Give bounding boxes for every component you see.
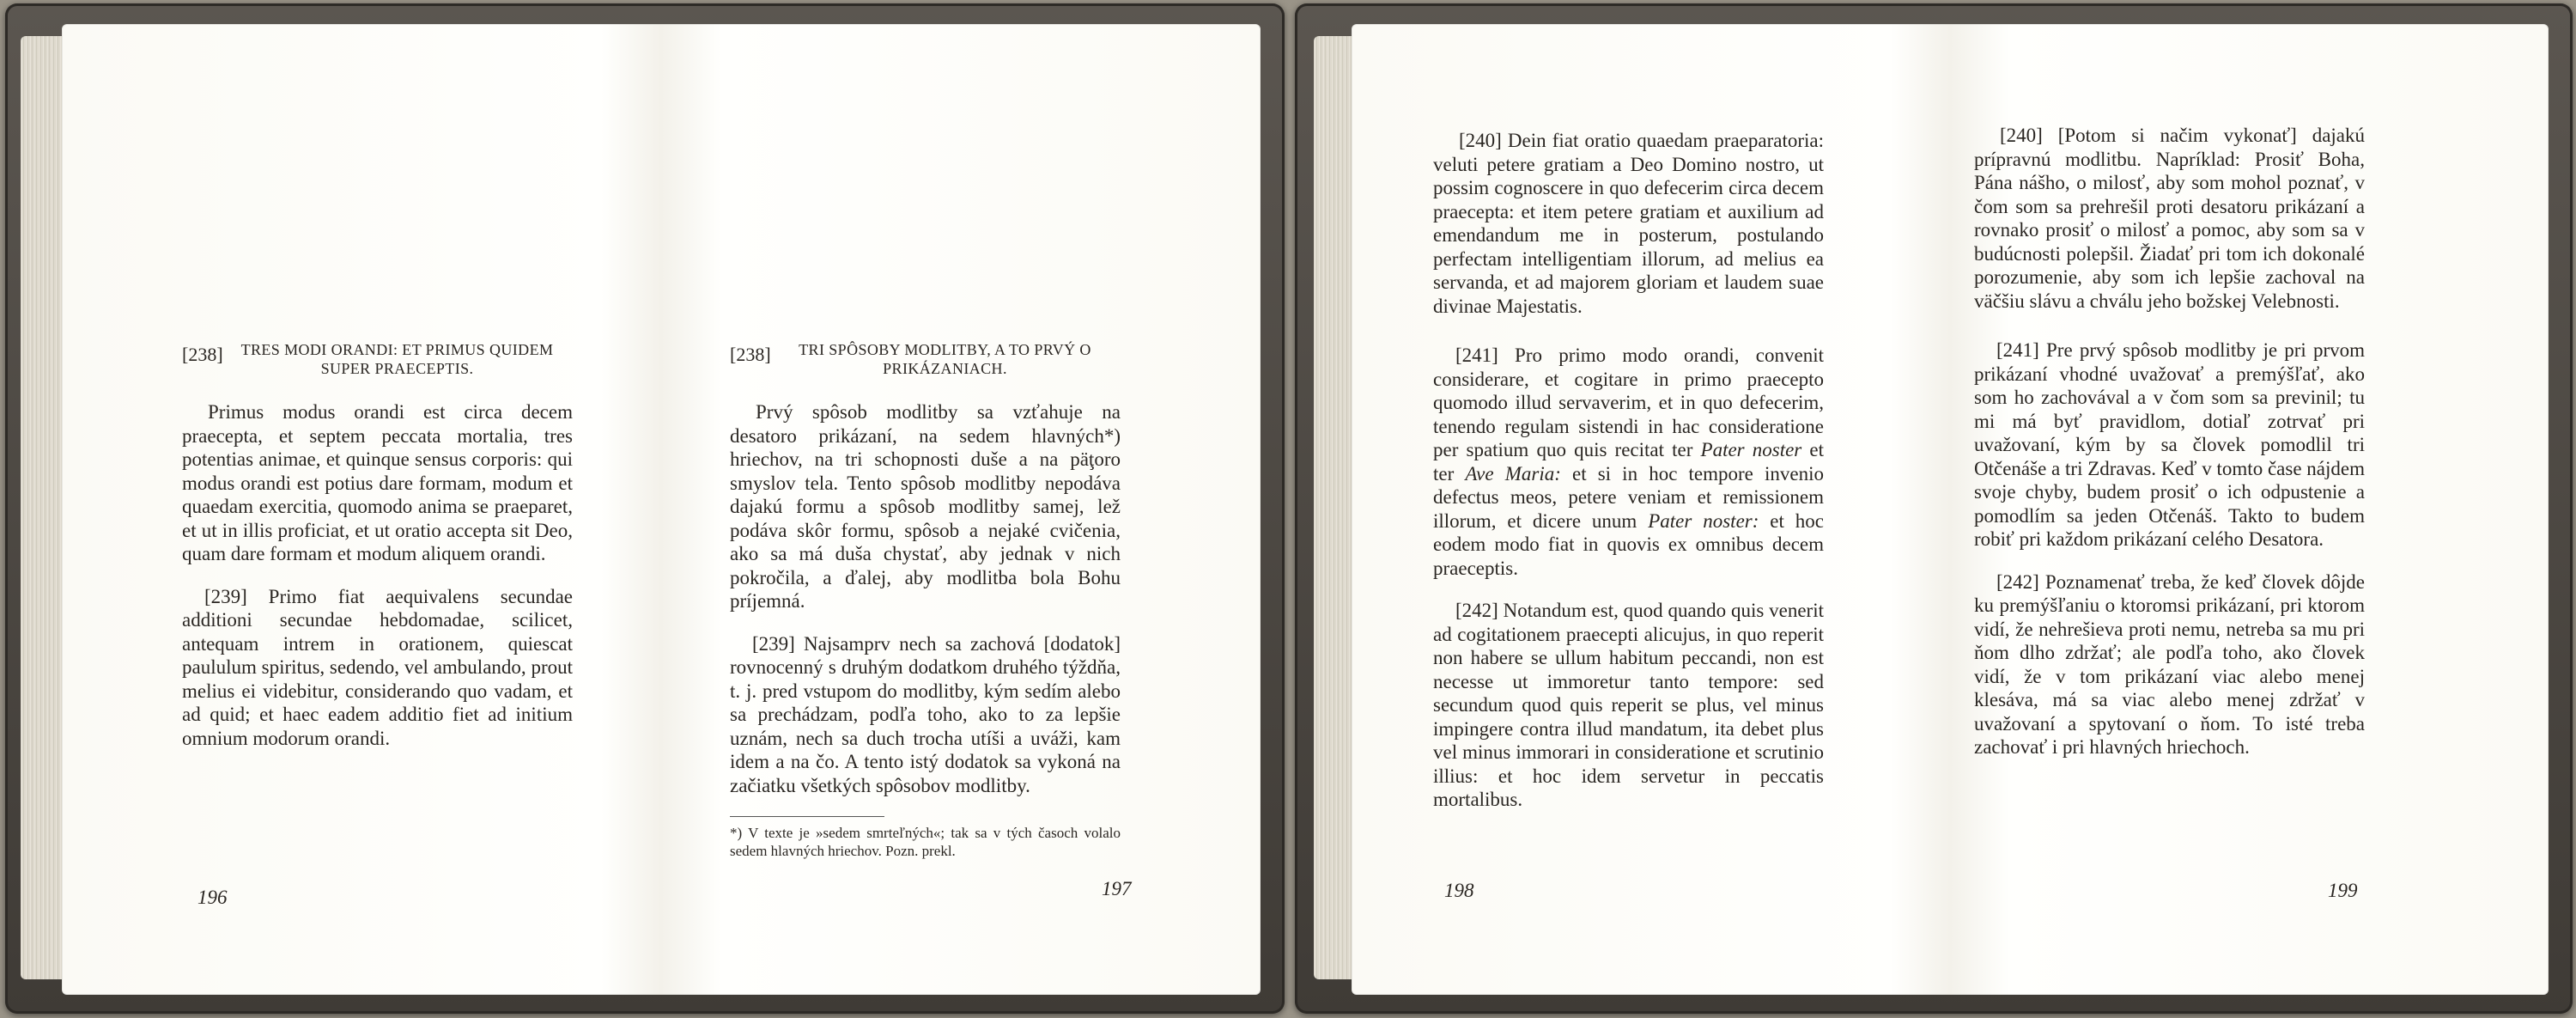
page-196 (62, 24, 661, 995)
paragraph: [242] Notandum est, quod quando quis venerit ad cogitationem praecepti alicujus, in quo reperit non habere se ullum habitum peccandi, non est necesse ut immoretur tanto tempore: sed secundum quod quis reperit se plus, vel minus impingere contra illud mandatum, ita debet plus vel minus immorari in consideratione et scrutinio illius: et hoc idem servetur in peccatis mortalibus. (1433, 600, 1824, 810)
paragraph-text: et si in hoc tempore invenio defectus meos, petere veniam et remissionem illorum, et dicere unum (1433, 462, 1824, 532)
paragraph: [240] [Potom si načim vykonať] dajakú prípravnú modlitbu. Napríklad: Prosiť Boha, Pána nášho, o milosť, aby som mohol poznať, v čom som sa prehrešil proti desatoru prikázaní a rovnako prosiť o milosť a pomoc, aby som sa v budúcnosti polepšil. Žiadať pri tom ich dokonalé porozumenie, aby som ich lepšie zachoval na väčšiu slávu a chválu jeho božskej Velebnosti. (1974, 125, 2365, 312)
book-spread-right (1295, 3, 2573, 1014)
section-title: TRI SPÔSOBY MODLITBY, A TO PRVÝ O PRIKÁZANIACH. (799, 341, 1091, 377)
open-pages (62, 24, 1261, 995)
text-column (1433, 129, 1824, 831)
paragraph: [240] Dein fiat oratio quaedam praeparatoria: veluti petere gratiam a Deo Domino nostro, ut possim cognoscere in quo defecerim circa decem praecepta: et item petere gratiam et auxilium ad emendandum me in posterum, postulando perfectam intelligentiam illorum, ad melius ea servanda, et ad majorem gloriam et laudem suae divinae Majestatis. (1433, 130, 1824, 317)
section-number: [238] (182, 344, 223, 365)
prayer-name: Ave Maria: (1465, 462, 1561, 485)
open-pages (1352, 24, 2549, 995)
paragraph: [241] Pre prvý spôsob modlitby je pri prvom prikázaní vhodné uvažovať a premýšľať, ako som ho zachovával a v čom som sa previnil; tu mi má byť pravidlom, dotiaľ zotrvať pri uvažovaní, kým by sa človek pomodlil tri Otčenáše a tri Zdravas. Keď v tomto čase nájdem svoje chyby, budem prosiť o ich odpustenie a pomodlím sa jeden Otčenáš. Takto to budem robiť pri každom prikázaní celého Desatora. (1974, 339, 2365, 550)
footnote: *) V texte je »sedem smrteľných«; tak sa v tých časoch volalo sedem hlavných hriechov. Pozn. prekl. (730, 825, 1121, 859)
section-heading (182, 340, 573, 378)
page-199 (1950, 24, 2549, 995)
book-spread-left (5, 3, 1285, 1014)
section-number: [238] (730, 344, 771, 365)
page-number: 197 (1102, 878, 1132, 899)
paragraph-text: [241] Pro primo modo orandi, convenit considerare, et cogitare in primo praecepto quomodo illud servaverim, et in quo defecerim, tenendo regulam sistendi in hac consideratione per spatium quo quis recitat ter (1433, 344, 1824, 460)
paragraph: [239] Najsamprv nech sa zachová [dodatok] rovnocenný s druhým dodatkom druhého týždňa, t. j. pred vstupom do modlitby, kým sedím alebo sa prechádzam, podľa toho, ako to za lepšie uznám, nech sa duch trocha utíši a uváži, kam idem a na čo. A tento istý dodatok sa vykoná na začiatku všetkých spôsobov modlitby. (730, 632, 1121, 796)
page-198 (1352, 24, 1950, 995)
footnote-rule (730, 816, 884, 824)
prayer-name: Pater noster: (1648, 509, 1759, 532)
section-heading (730, 340, 1121, 378)
paragraph: [242] Poznamenať treba, že keď človek dôjde ku premýšľaniu o ktoromsi prikázaní, pri ktorom vidí, že nehrešieva proti nemu, netreba sa mu pri ňom dlho zdržať; ale podľa toho, ako človek vidí, že v tom prikázaní viac alebo menej klesáva, má sa viac alebo menej zdržať v uvažovaní a spytovaní o ňom. To isté treba zachovať i pri hlavných hriechoch. (1974, 570, 2365, 758)
page-number: 199 (2328, 880, 2358, 901)
text-column (730, 340, 1121, 860)
text-column (182, 340, 573, 769)
text-column (1974, 124, 2365, 778)
page-number: 196 (197, 887, 228, 908)
prayer-name: Pater noster (1700, 439, 1802, 460)
paragraph: [239] Primo fiat aequivalens secundae additioni secundae hebdomadae, scilicet, antequam intrem in orationem, quiescat paululum spiritus, sedendo, vel ambulando, prout melius ei videbitur, considerando quo vadam, et ad quid; et haec eadem additio fiet ad initium omnium modorum orandi. (182, 585, 573, 749)
paragraph-text: et hoc eodem modo fiat in quovis ex omnibus decem praeceptis. (1433, 509, 1824, 579)
page-number: 198 (1444, 880, 1474, 901)
section-title: TRES MODI ORANDI: ET PRIMUS QUIDEM SUPER PRAECEPTIS. (240, 341, 554, 377)
paragraph (1433, 344, 1824, 580)
paragraph: Prvý spôsob modlitby sa vzťahuje na desatoro prikázaní, na sedem hlavných*) hriechov, na tri schopnosti duše a na päţoro smyslov tela. Tento spôsob modlitby nepodáva dajakú formu a spôsob modlitby samej, lež podáva skôr formu, spôsob a nejaké cvičenia, ako sa má duša chystať, aby jednak v nich pokročila, a ďalej, aby modlitba bola Bohu príjemná. (730, 401, 1121, 612)
page-197 (661, 24, 1261, 995)
paragraph: Primus modus orandi est circa decem praecepta, et septem peccata mortalia, tres potentias animae, et quinque sensus corporis: qui modus orandi est potius dare formam, modum et quaedam exercitia, quomodo anima se praeparet, et ut in illis proficiat, et ut oratio accepta sit Deo, quam dare formam et modum aliquem orandi. (182, 401, 573, 564)
paragraph-text: et ter (1433, 439, 1824, 485)
